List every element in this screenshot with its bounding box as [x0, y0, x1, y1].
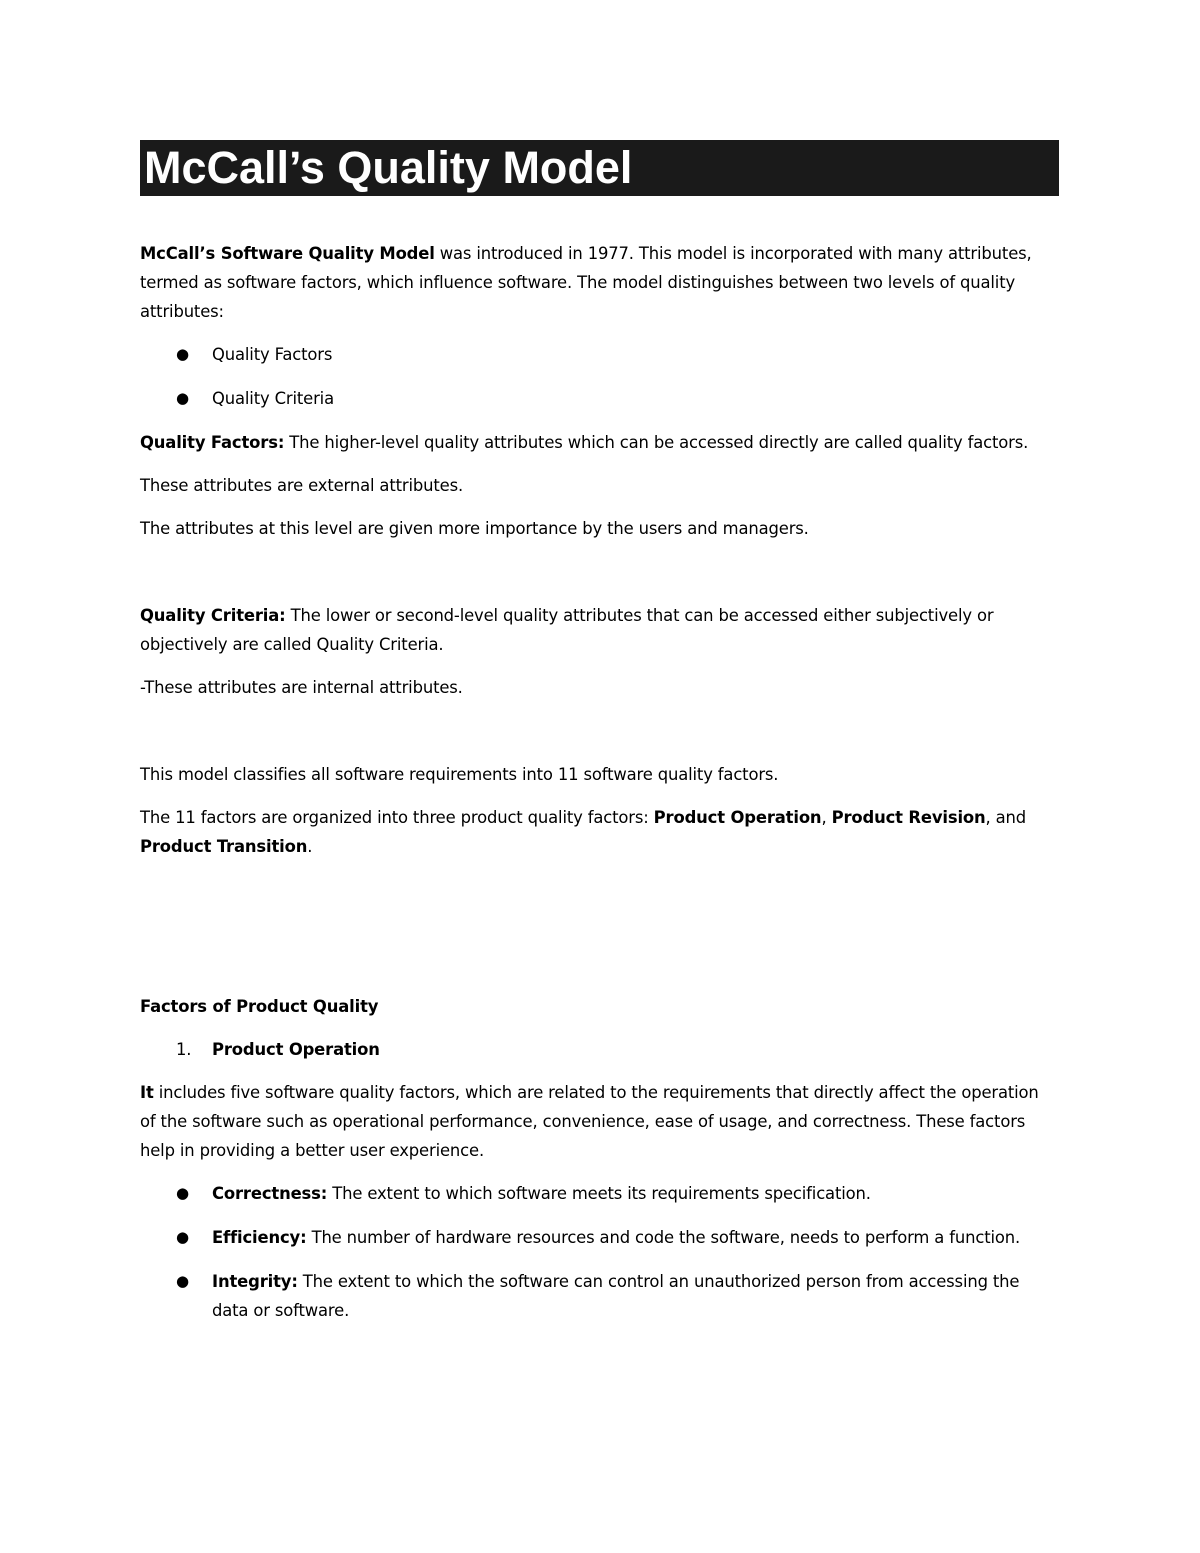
quality-factors-label: Quality Factors: — [140, 433, 285, 452]
separator: , and — [985, 808, 1027, 827]
operation-lead: It — [140, 1083, 154, 1102]
bullet-icon: ● — [176, 389, 189, 407]
separator: , — [821, 808, 832, 827]
product-transition-term: Product Transition — [140, 837, 308, 856]
list-item-label: Quality Factors — [212, 345, 333, 364]
bullet-icon: ● — [176, 1228, 189, 1246]
intro-text: was introduced in 1977. This model is incorporated with many attributes, termed as software factors, which influence software. The model distinguishes between two levels of quality attributes: — [140, 244, 1032, 321]
list-item — [140, 340, 1055, 369]
importance-paragraph: The attributes at this level are given more importance by the users and managers. — [140, 519, 809, 538]
organization-text: The 11 factors are organized into three product quality factors: — [140, 808, 654, 827]
document-body — [140, 239, 1055, 1340]
spacer — [140, 875, 1055, 992]
factor-term: Efficiency: — [212, 1228, 307, 1247]
page-title: McCall’s Quality Model — [140, 140, 1059, 196]
quality-criteria-label: Quality Criteria: — [140, 606, 286, 625]
quality-levels-list — [140, 340, 1055, 413]
operation-factors-list — [140, 1179, 1055, 1325]
quality-factors-paragraph — [140, 428, 1055, 457]
section-title: Product Operation — [212, 1040, 380, 1059]
classification-paragraph: This model classifies all software requirements into 11 software quality factors. — [140, 765, 779, 784]
list-item — [140, 1223, 1055, 1252]
factor-desc: The number of hardware resources and code the software, needs to perform a function. — [306, 1228, 1021, 1247]
operation-text: includes five software quality factors, which are related to the requirements that directly affect the operation of the software such as operational performance, convenience, ease of usage, and correctness. These factors help in providing a better user experience. — [140, 1083, 1039, 1160]
organization-paragraph — [140, 803, 1055, 861]
external-attributes-paragraph: These attributes are external attributes. — [140, 476, 464, 495]
list-item — [140, 1179, 1055, 1208]
spacer — [140, 716, 1055, 760]
factors-heading — [140, 992, 1055, 1021]
bullet-icon: ● — [176, 1184, 189, 1202]
bullet-icon: ● — [176, 1272, 189, 1290]
list-item — [140, 384, 1055, 413]
product-revision-term: Product Revision — [831, 808, 986, 827]
internal-attributes-paragraph: -These attributes are internal attributes. — [140, 678, 463, 697]
factor-term: Correctness: — [212, 1184, 328, 1203]
section-number: 1. — [176, 1040, 192, 1059]
section-heading — [140, 1035, 1055, 1064]
product-operation-term: Product Operation — [653, 808, 822, 827]
separator: . — [307, 837, 313, 856]
factors-heading-text: Factors of Product Quality — [140, 997, 379, 1016]
list-item-label: Quality Criteria — [212, 389, 334, 408]
bullet-icon: ● — [176, 345, 189, 363]
intro-bold-lead: McCall’s Software Quality Model — [140, 244, 435, 263]
quality-factors-text: The higher-level quality attributes which can be accessed directly are called quality factors. — [284, 433, 1029, 452]
quality-criteria-text: The lower or second-level quality attributes that can be accessed either subjectively or objectively are called Quality Criteria. — [140, 606, 994, 654]
list-item — [140, 1267, 1055, 1325]
factor-desc: The extent to which software meets its requirements specification. — [327, 1184, 871, 1203]
factor-term: Integrity: — [212, 1272, 298, 1291]
section-numbered-list — [140, 1035, 1055, 1064]
quality-criteria-paragraph — [140, 601, 1055, 659]
spacer — [140, 557, 1055, 601]
factor-desc: The extent to which the software can control an unauthorized person from accessing the data or software. — [212, 1272, 1020, 1320]
intro-paragraph — [140, 239, 1055, 326]
product-operation-paragraph — [140, 1078, 1055, 1165]
